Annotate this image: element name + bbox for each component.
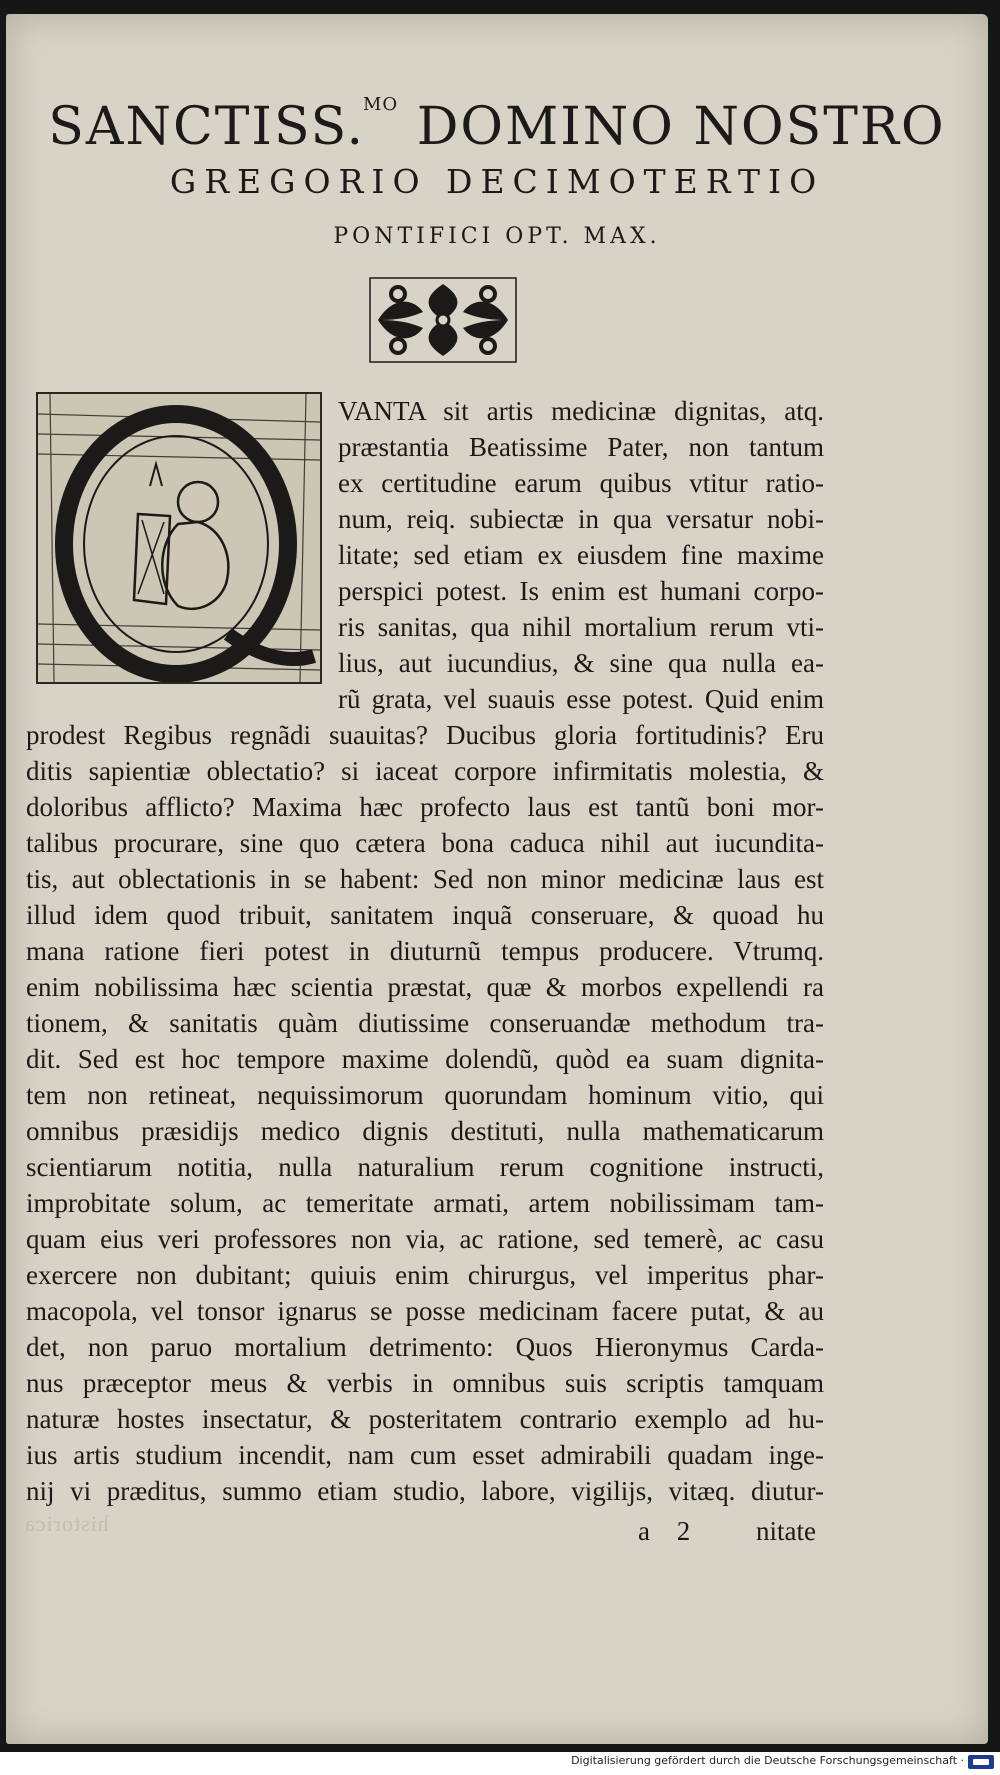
text-line: tis, aut oblectationis in se habent: Sed non minor medicinæ laus est [26,864,824,894]
dedication-title-line-2: GREGORIO DECIMOTERTIO [169,162,825,201]
text-line: exercere non dubitant; quiuis enim chirurgus, vel imperitus phar- [26,1260,824,1290]
text-line: illud idem quod tribuit, sanitatem inquã conseruare, & quoad hu [26,900,824,930]
text-line: ius artis studium incendit, nam cum esset admirabili quadam inge- [26,1440,824,1470]
dfg-logo-icon [968,1755,994,1769]
text-line: tem non retineat, nequissimorum quorundam hominum vitio, qui [26,1080,824,1110]
text-line: talibus procurare, sine quo cætera bona caduca nihil aut iucundita- [26,828,824,858]
text-line: scientiarum notitia, nulla naturalium rerum cognitione instructi, [26,1152,824,1182]
funding-credit: Digitalisierung gefördert durch die Deutsche Forschungsgemeinschaft · [571,1754,964,1767]
text-line: lius, aut iucundius, & sine qua nulla ea- [338,648,824,678]
signature-mark: a 2 [638,1516,701,1546]
text-line: ex certitudine earum quibus vtitur ratio- [338,468,824,498]
text-line: nus præceptor meus & verbis in omnibus suis scriptis tamquam [26,1368,824,1398]
title-words-domino-nostro: DOMINO NOSTRO [416,97,946,157]
text-line: mana ratione fieri potest in diuturnũ tempus producere. Vtrumq. [26,936,824,966]
dedication-body [6,14,988,1744]
text-line: omnibus præsidijs medico dignis destituti, nulla mathematicarum [26,1116,824,1146]
text-line: ditis sapientiæ oblectatio? si iaceat corpore infirmitatis molestia, & [26,756,824,786]
text-line: nij vi præditus, summo etiam studio, labore, vigilijs, vitæq. diutur- [26,1476,824,1506]
text-line: naturæ hostes insectatur, & posteritatem contrario exemplo ad hu- [26,1404,824,1434]
text-line: dit. Sed est hoc tempore maxime dolendũ, quòd ea suam dignita- [26,1044,824,1074]
text-line: VANTA sit artis medicinæ dignitas, atq. [338,396,824,426]
text-line: doloribus afflicto? Maxima hæc profecto laus est tantũ boni mor- [26,792,824,822]
title-superscript: MO [362,94,399,115]
dedication-title-line-3: PONTIFICI OPT. MAX. [333,224,661,249]
text-line: macopola, vel tonsor ignarus se posse medicinam facere putat, & au [26,1296,824,1326]
text-line: præstantia Beatissime Pater, non tantum [338,432,824,462]
bleed-through-text: historica [24,1511,109,1536]
text-line: ris sanitas, qua nihil mortalium rerum vti- [338,612,824,642]
text-line: num, reiq. subiectæ in qua versatur nobi- [338,504,824,534]
text-line: det, non paruo mortalium detrimento: Quos Hieronymus Carda- [26,1332,824,1362]
text-line: tionem, & sanitatis quàm diutissime conseruandæ methodum tra- [26,1008,824,1038]
text-line: rũ grata, vel suauis esse potest. Quid enim [338,684,824,714]
footer-bar [0,1752,1000,1775]
text-line: improbitate solum, ac temeritate armati, artem nobilissimam tam- [26,1188,824,1218]
text-line: quam eius veri professores non via, ac ratione, sed temerè, ac casu [26,1224,824,1254]
text-line: litate; sed etiam ex eiusdem fine maxime [338,540,824,570]
title-word-sanctissimo: SANCTISS. [48,97,365,157]
text-line: perspici potest. Is enim est humani corpo- [338,576,824,606]
catchword: nitate [756,1516,816,1546]
book-page [6,14,988,1744]
text-line: enim nobilissima hæc scientia præstat, quæ & morbos expellendi ra [26,972,824,1002]
text-line: prodest Regibus regnãdi suauitas? Ducibus gloria fortitudinis? Eru [26,720,824,750]
